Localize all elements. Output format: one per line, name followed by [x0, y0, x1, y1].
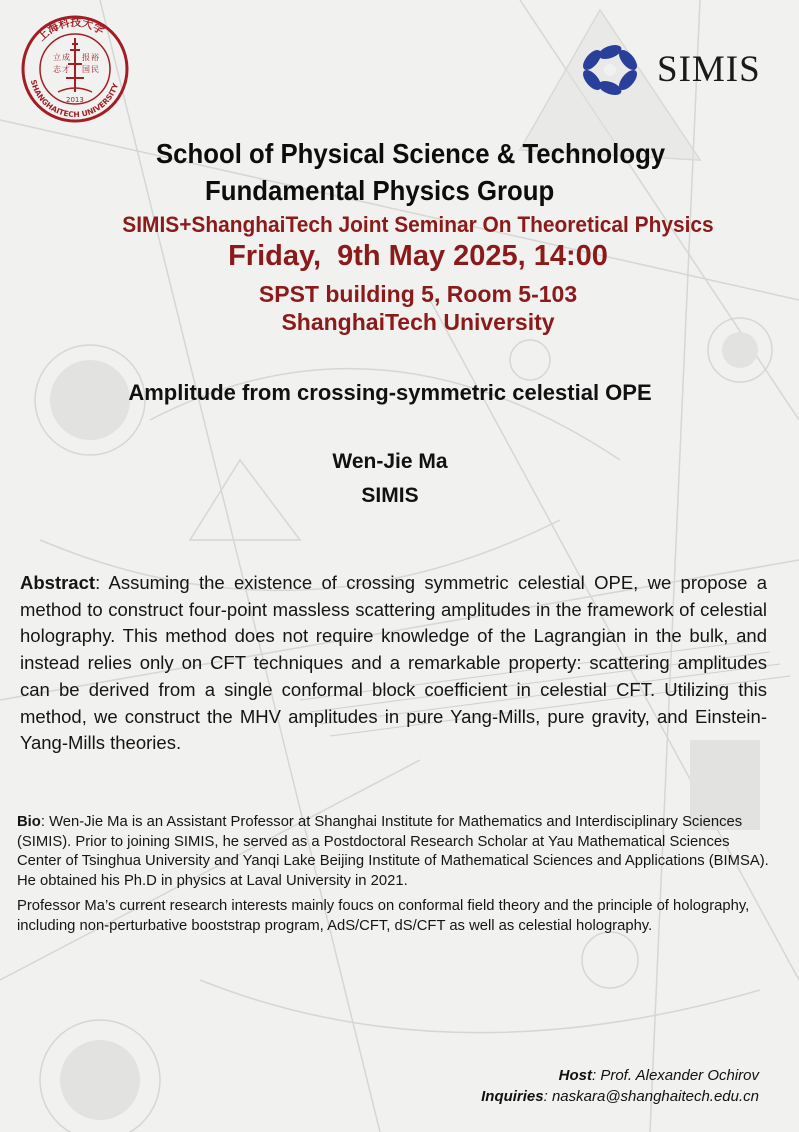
shanghaitech-seal-logo	[20, 14, 130, 124]
event-university: ShanghaiTech University	[281, 309, 555, 335]
svg-text:才: 才	[62, 65, 70, 74]
inquiries-value: : naskara@shanghaitech.edu.cn	[543, 1088, 759, 1105]
bio	[17, 813, 772, 942]
event-datetime: Friday, 9th May 2025, 14:00	[228, 240, 608, 272]
talk-title: Amplitude from crossing-symmetric celestial OPE	[128, 380, 652, 405]
seminar-series: SIMIS+ShanghaiTech Joint Seminar On Theoretical Physics	[122, 212, 714, 237]
svg-text:报: 报	[82, 53, 90, 62]
bio-paragraph-2: Professor Ma’s current research interests mainly foucs on conformal field theory and the principle of holography, including non-perturbative booststrap program, AdS/CFT, dS/CFT as well as celestial holography.	[17, 898, 750, 934]
group-name: Fundamental Physics Group	[205, 175, 555, 206]
host-label: Host	[558, 1067, 592, 1084]
abstract	[20, 570, 767, 757]
svg-text:志: 志	[53, 65, 61, 74]
simis-logo-text: SIMIS	[657, 49, 761, 90]
svg-text:上海科技大学: 上海科技大学	[34, 15, 107, 44]
svg-text:民: 民	[91, 65, 99, 74]
svg-text:国: 国	[82, 65, 90, 74]
inquiries-label: Inquiries	[481, 1088, 544, 1105]
abstract-text: : Assuming the existence of crossing symmetric celestial OPE, we propose a method to construct four-point massless scattering amplitudes in the framework of celestial holography. This method does not require knowledge of the Lagrangian in the bulk, and instead relies only on CFT techniques and a remarkable property: scattering amplitudes can be derived from a single conformal block coefficient in celestial CFT. Utilizing this method, we construct the MHV amplitudes in pure Yang-Mills, pure gravity, and Einstein-Yang-Mills theories.	[20, 572, 767, 754]
svg-text:成: 成	[62, 53, 70, 62]
bio-paragraph-1	[17, 813, 772, 891]
svg-text:SHANGHAITECH UNIVERSITY: SHANGHAITECH UNIVERSITY	[28, 78, 121, 120]
host-line	[559, 1067, 759, 1084]
event-room: SPST building 5, Room 5-103	[258, 281, 578, 307]
abstract-label: Abstract	[20, 572, 96, 593]
speaker-affiliation: SIMIS	[361, 484, 419, 507]
bio-text-1: : Wen-Jie Ma is an Assistant Professor at Shanghai Institute for Mathematics and Interdisciplinary Sciences (SIMIS). Prior to joining SIMIS, he served as a Postdoctoral Research Scholar at Yau Mathematical Sciences Center of Tsinghua University and Yanqi Lake Beijing Institute of Mathematical Sciences and Applications (BIMSA). He obtained his Ph.D in physics at Laval University in 2021.	[17, 814, 769, 889]
inquiries-line	[481, 1088, 759, 1105]
school-name: School of Physical Science & Technology	[156, 138, 666, 169]
speaker-name: Wen-Jie Ma	[332, 450, 448, 473]
host-value: : Prof. Alexander Ochirov	[591, 1067, 759, 1084]
svg-text:立: 立	[53, 53, 61, 62]
svg-text:裕: 裕	[91, 53, 99, 62]
svg-text:2013: 2013	[66, 96, 84, 104]
bio-label: Bio	[17, 814, 41, 830]
